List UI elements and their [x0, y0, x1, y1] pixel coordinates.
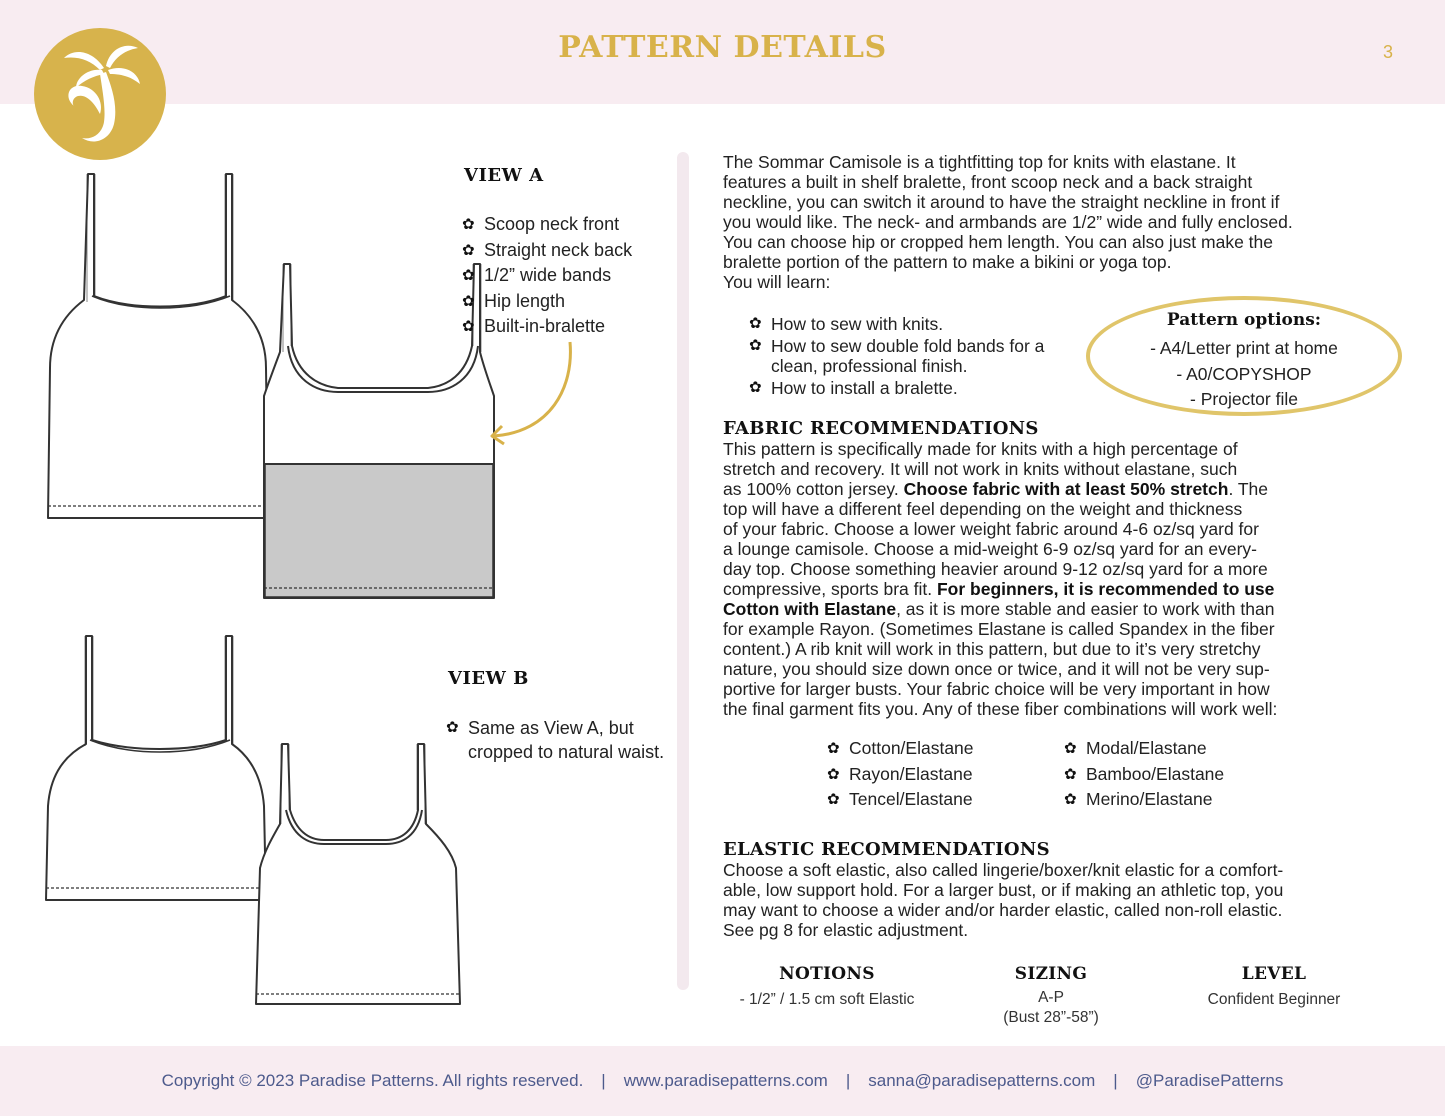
text-line: may want to choose a wider and/or harder elastic, called non-roll elastic.: [723, 900, 1283, 920]
view-a-back-garment-drawing: [40, 168, 280, 528]
pattern-options-title: Pattern options:: [1166, 310, 1322, 330]
level-value: Confident Beginner: [1207, 991, 1341, 1008]
view-a-features-list: [462, 212, 672, 340]
text-line: a lounge camisole. Choose a mid-weight 6-9 oz/sq yard for an every-: [723, 539, 1258, 559]
view-b-front-garment-drawing: [238, 740, 472, 1012]
text-line: nature, you should size down once or twice, and it will not be very sup-: [723, 659, 1270, 679]
text-span: , as it is more stable and easier to work with than: [896, 599, 1275, 619]
text-line: for example Rayon. (Sometimes Elastane is called Spandex in the fiber: [723, 619, 1275, 639]
learn-list: [749, 314, 1069, 398]
notions-title: NOTIONS: [779, 964, 875, 984]
curved-arrow-icon: [486, 338, 576, 448]
list-item: ✿ Modal/Elastane: [1064, 736, 1284, 762]
fiber-list-left: [827, 736, 1027, 813]
elastic-section-title: ELASTIC RECOMMENDATIONS: [723, 839, 1050, 860]
text-line: [723, 579, 1403, 599]
page-footer: [0, 1046, 1445, 1116]
palm-tree-p-logo-icon: [34, 28, 166, 160]
copyright-text: Copyright © 2023 Paradise Patterns. All rights reserved.: [161, 1071, 584, 1090]
list-item: - A4/Letter print at home: [1150, 338, 1338, 358]
fabric-section-title: FABRIC RECOMMENDATIONS: [723, 418, 1039, 439]
list-item: ✿ Scoop neck front: [462, 212, 672, 238]
list-item: - A0/COPYSHOP: [1176, 363, 1312, 384]
text-line: content.) A rib knit will work in this pattern, but due to it’s very stretchy: [723, 639, 1261, 659]
text-line: This pattern is specifically made for knits with a high percentage of: [723, 439, 1238, 459]
text-line: portive for larger busts. Your fabric choice will be very important in how: [723, 679, 1270, 699]
text-span: as 100% cotton jersey.: [723, 479, 904, 499]
list-item: ✿ Rayon/Elastane: [827, 762, 1027, 788]
notions-info: [712, 964, 942, 1010]
level-title: LEVEL: [1241, 964, 1307, 984]
text-line: top will have a different feel depending on the weight and thickness: [723, 499, 1243, 519]
text-line: you would like. The neck- and armbands are 1/2” wide and fully enclosed.: [723, 212, 1293, 232]
text-line: You will learn:: [723, 272, 831, 292]
text-line: See pg 8 for elastic adjustment.: [723, 920, 969, 940]
column-divider: [677, 152, 689, 990]
text-line: neckline, you can switch it around to have the straight neckline in front if: [723, 192, 1280, 212]
list-item: ✿ How to sew double fold bands for a clean, professional finish.: [749, 336, 1069, 377]
list-item: ✿ How to sew with knits.: [749, 314, 1069, 335]
list-item: ✿ Cotton/Elastane: [827, 736, 1027, 762]
text-line: You can choose hip or cropped hem length. You can also just make the: [723, 232, 1274, 252]
pattern-options-list: [1090, 336, 1398, 413]
view-b-title: VIEW B: [448, 668, 529, 689]
text-line: bralette portion of the pattern to make a bikini or yoga top.: [723, 252, 1172, 272]
text-span: . The: [1228, 479, 1269, 499]
text-line: [723, 479, 1403, 499]
email-link[interactable]: sanna@paradisepatterns.com: [868, 1071, 1096, 1090]
website-link[interactable]: www.paradisepatterns.com: [623, 1071, 828, 1090]
intro-paragraph: [723, 152, 1403, 292]
text-line: the final garment fits you. Any of these fiber combinations will work well:: [723, 699, 1278, 719]
text-span: compressive, sports bra fit.: [723, 579, 937, 599]
text-line: able, low support hold. For a larger bust, or if making an athletic top, you: [723, 880, 1284, 900]
text-line: [723, 599, 1403, 619]
list-item: ✿ Merino/Elastane: [1064, 787, 1284, 813]
text-line: of your fabric. Choose a lower weight fabric around 4-6 oz/sq yard for: [723, 519, 1259, 539]
list-item: ✿ Hip length: [462, 289, 672, 315]
text-line: Choose a soft elastic, also called lingerie/boxer/knit elastic for a comfort-: [723, 860, 1284, 880]
social-handle-link[interactable]: @ParadisePatterns: [1135, 1071, 1284, 1090]
sizing-title: SIZING: [1014, 964, 1088, 984]
notions-value: - 1/2” / 1.5 cm soft Elastic: [739, 991, 915, 1008]
list-item: ✿ Built-in-bralette: [462, 314, 672, 340]
footer-line: [0, 1071, 1445, 1091]
page-number: 3: [1382, 42, 1393, 62]
list-item: - Projector file: [1190, 389, 1298, 409]
footer-separator: |: [845, 1071, 851, 1090]
text-line: The Sommar Camisole is a tightfitting top for knits with elastane. It: [723, 152, 1236, 172]
sizing-info: [946, 964, 1156, 1028]
view-b-features-list: [446, 716, 666, 764]
list-item: ✿ How to install a bralette.: [749, 378, 1069, 399]
sizing-value: A-P: [1038, 989, 1064, 1006]
pattern-options-callout: [1086, 296, 1402, 416]
footer-separator: |: [601, 1071, 606, 1090]
page-header: [0, 0, 1445, 104]
elastic-paragraph: [723, 860, 1403, 940]
list-item: ✿ Same as View A, but cropped to natural waist.: [446, 716, 666, 764]
page-title: PATTERN DETAILS: [558, 30, 887, 65]
list-item: ✿ Bamboo/Elastane: [1064, 762, 1284, 788]
list-item: ✿ Straight neck back: [462, 238, 672, 264]
sizing-range: (Bust 28”-58”): [1003, 1009, 1099, 1026]
text-line: day top. Choose something heavier around 9-12 oz/sq yard for a more: [723, 559, 1268, 579]
emphasis-text: Cotton with Elastane: [723, 599, 897, 619]
fiber-list-right: [1064, 736, 1284, 813]
footer-separator: |: [1113, 1071, 1118, 1090]
text-line: features a built in shelf bralette, front scoop neck and a back straight: [723, 172, 1253, 192]
emphasis-text: For beginners, it is recommended to use: [936, 579, 1275, 599]
view-a-title: VIEW A: [464, 165, 544, 186]
text-line: stretch and recovery. It will not work in knits without elastane, such: [723, 459, 1238, 479]
fabric-paragraph: [723, 439, 1403, 719]
level-info: [1164, 964, 1384, 1010]
emphasis-text: Choose fabric with at least 50% stretch: [903, 479, 1229, 499]
list-item: ✿ 1/2” wide bands: [462, 263, 672, 289]
list-item: ✿ Tencel/Elastane: [827, 787, 1027, 813]
